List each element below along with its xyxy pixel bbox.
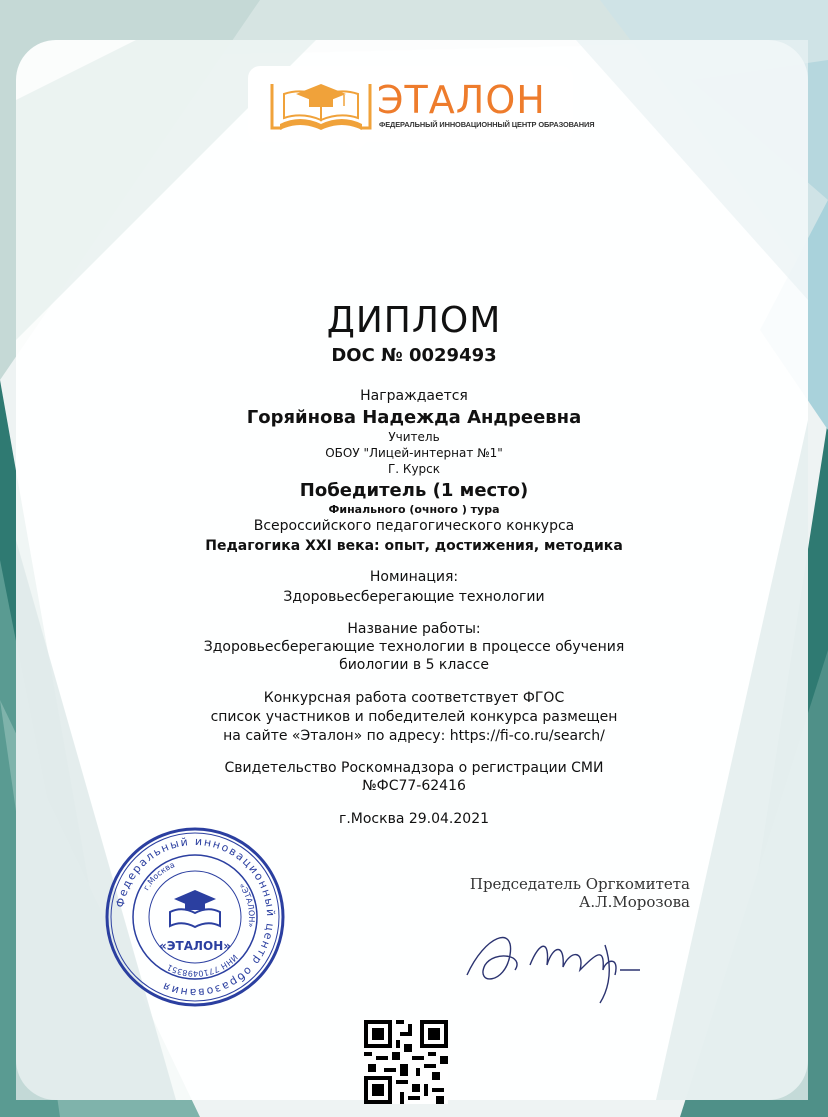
work-title-line-2: биологии в 5 классе bbox=[339, 657, 489, 673]
nomination-label: Номинация: bbox=[369, 569, 459, 585]
recipient-position: Учитель bbox=[388, 430, 440, 444]
place-date: г.Москва 29.04.2021 bbox=[338, 811, 490, 827]
logo-book-cap-icon bbox=[266, 74, 376, 138]
qr-code[interactable] bbox=[364, 1020, 448, 1104]
recipient-city: Г. Курск bbox=[387, 462, 441, 476]
fgos-line-3: на сайте «Эталон» по адресу: https://fi-co.ru/search/ bbox=[223, 728, 605, 744]
signature-block bbox=[440, 875, 690, 911]
logo-notch bbox=[340, 138, 372, 152]
award-round: Финального (очного ) тура bbox=[328, 503, 500, 516]
award-place: Победитель (1 место) bbox=[299, 480, 529, 501]
smi-line-1: Свидетельство Роскомнадзора о регистрации СМИ bbox=[224, 760, 604, 776]
document-number: DOC № 0029493 bbox=[331, 345, 497, 366]
official-seal-stamp bbox=[104, 826, 286, 1008]
awarded-label: Награждается bbox=[360, 388, 468, 404]
svg-text:«ЭТАЛОН» bbox=[237, 881, 256, 928]
seal-cap-icon bbox=[170, 890, 220, 927]
svg-text:ИНН 7710498351 bbox=[166, 953, 240, 978]
signature-title: Председатель Оргкомитета bbox=[469, 875, 690, 893]
signature-name: А.Л.Морозова bbox=[578, 893, 690, 911]
seal-ring-text: Федеральный инновационный центр образования bbox=[113, 834, 278, 1000]
logo-tagline: ФЕДЕРАЛЬНЫЙ ИННОВАЦИОННЫЙ ЦЕНТР ОБРАЗОВАНИЯ bbox=[379, 120, 595, 129]
recipient-organization: ОБОУ "Лицей-интернат №1" bbox=[325, 446, 503, 460]
contest-type: Всероссийского педагогического конкурса bbox=[253, 518, 575, 534]
nomination-value: Здоровьесберегающие технологии bbox=[283, 589, 545, 605]
seal-center-name: «ЭТАЛОН» bbox=[159, 939, 231, 953]
contest-name: Педагогика XXI века: опыт, достижения, методика bbox=[205, 538, 623, 554]
fgos-line-1: Конкурсная работа соответствует ФГОС bbox=[263, 690, 565, 706]
seal-side-name: «ЭТАЛОН» bbox=[237, 881, 257, 929]
work-title-label: Название работы: bbox=[347, 621, 481, 637]
fgos-line-2: список участников и победителей конкурса размещен bbox=[210, 709, 618, 725]
smi-line-2: №ФС77-62416 bbox=[362, 778, 466, 794]
recipient-name: Горяйнова Надежда Андреевна bbox=[246, 407, 582, 428]
work-title-line-1: Здоровьесберегающие технологии в процессе обучения bbox=[203, 639, 625, 655]
logo-wordmark: ЭТАЛОН bbox=[377, 78, 546, 122]
seal-inn: ИНН 7710498351 bbox=[165, 952, 240, 979]
diploma-title: ДИПЛОМ bbox=[326, 300, 502, 341]
handwritten-signature bbox=[455, 915, 655, 1005]
seal-city: г.Москва bbox=[141, 860, 177, 893]
